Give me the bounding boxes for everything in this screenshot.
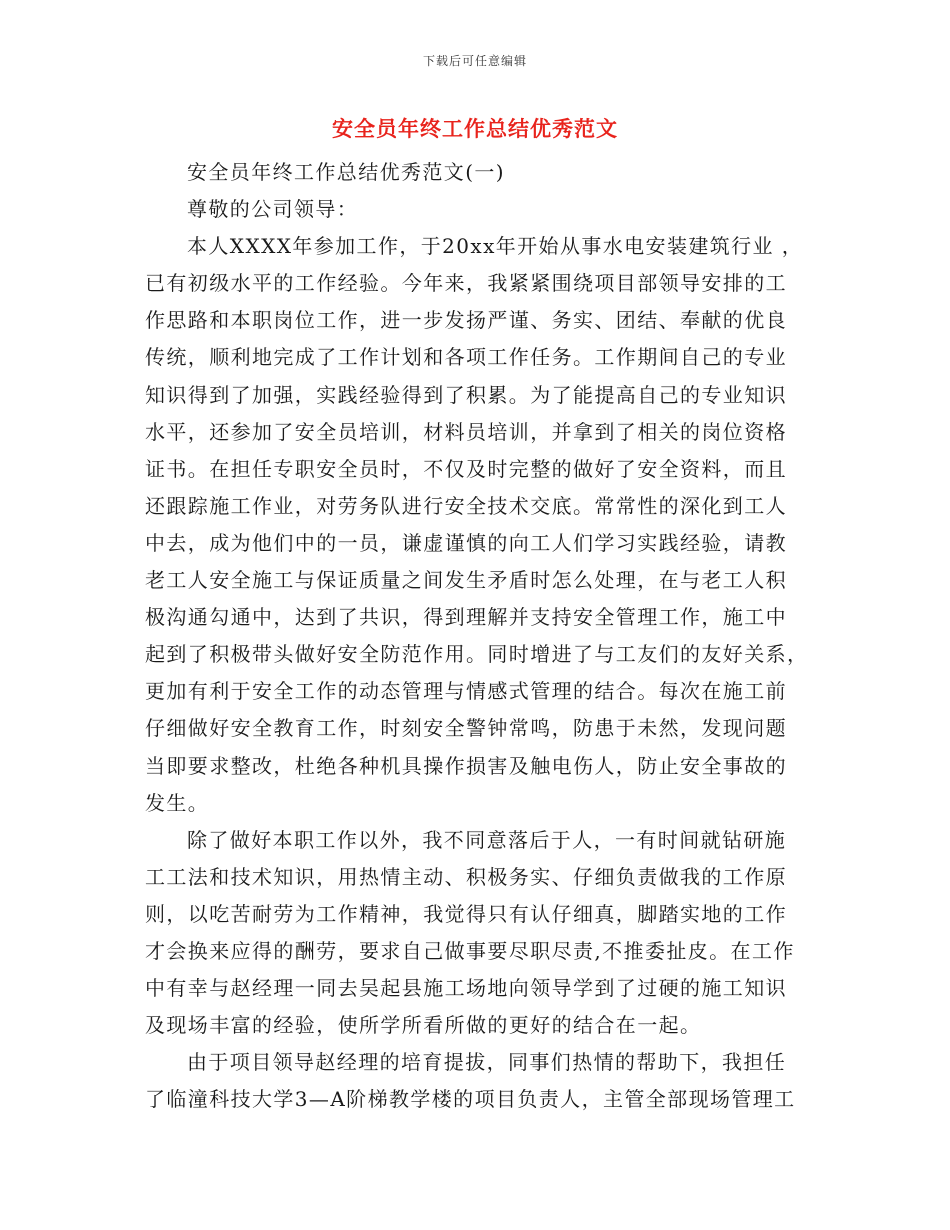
document-body: [145, 154, 809, 1118]
body-line: 尊敬的公司领导：: [187, 197, 359, 222]
document-title: 安全员年终工作总结优秀范文: [332, 117, 618, 141]
body-line: 发生。: [145, 790, 210, 815]
body-line: 本人XXXX年参加工作，于20xx年开始从事水电安装建筑行业 ，: [187, 234, 804, 259]
body-line: 当即要求整改，杜绝各种机具操作损害及触电伤人，防止安全事故的: [145, 753, 787, 778]
body-line: 及现场丰富的经验，使所学所看所做的更好的结合在一起。: [145, 1013, 702, 1038]
body-line: 作思路和本职岗位工作，进一步发扬严谨、务实、团结、奉献的优良: [145, 308, 787, 333]
body-line: 由于项目领导赵经理的培育提拔，同事们热情的帮助下，我担任: [187, 1050, 787, 1075]
body-line: 还跟踪施工作业，对劳务队进行安全技术交底。常常性的深化到工人: [145, 493, 787, 518]
body-line: 极沟通勾通中，达到了共识，得到理解并支持安全管理工作，施工中: [145, 605, 787, 630]
body-line: 老工人安全施工与保证质量之间发生矛盾时怎么处理，在与老工人积: [145, 568, 787, 593]
body-line: 证书。在担任专职安全员时，不仅及时完整的做好了安全资料，而且: [145, 456, 787, 481]
body-line: 除了做好本职工作以外，我不同意落后于人，一有时间就钻研施: [187, 827, 787, 852]
header-note: 下载后可任意编辑: [422, 54, 527, 68]
body-line: 仔细做好安全教育工作，时刻安全警钟常鸣，防患于未然，发现问题: [145, 716, 787, 741]
body-line: 水平，还参加了安全员培训，材料员培训，并拿到了相关的岗位资格: [145, 419, 787, 444]
body-line: 中有幸与赵经理一同去吴起县施工场地向领导学到了过硬的施工知识: [145, 976, 787, 1001]
body-line: 已有初级水平的工作经验。今年来，我紧紧围绕项目部领导安排的工: [145, 271, 787, 296]
body-line: 知识得到了加强，实践经验得到了积累。为了能提高自己的专业知识: [145, 382, 787, 407]
body-line: 起到了积极带头做好安全防范作用。同时增进了与工友们的友好关系，: [145, 642, 809, 667]
body-line: 工工法和技术知识，用热情主动、积极务实、仔细负责做我的工作原: [145, 864, 787, 889]
body-line: 传统，顺利地完成了工作计划和各项工作任务。工作期间自己的专业: [145, 345, 787, 370]
body-line: 中去，成为他们中的一员，谦虚谨慎的向工人们学习实践经验，请教: [145, 530, 787, 555]
body-line: 更加有利于安全工作的动态管理与情感式管理的结合。每次在施工前: [145, 679, 787, 704]
body-line: 才会换来应得的酬劳，要求自己做事要尽职尽责,不推委扯皮。在工作: [145, 938, 795, 963]
body-line: 则，以吃苦耐劳为工作精神，我觉得只有认仔细真，脚踏实地的工作: [145, 901, 787, 926]
body-line: 安全员年终工作总结优秀范文(一): [187, 160, 506, 184]
body-line: 了临潼科技大学3—A阶梯教学楼的项目负责人，主管全部现场管理工: [145, 1087, 796, 1112]
